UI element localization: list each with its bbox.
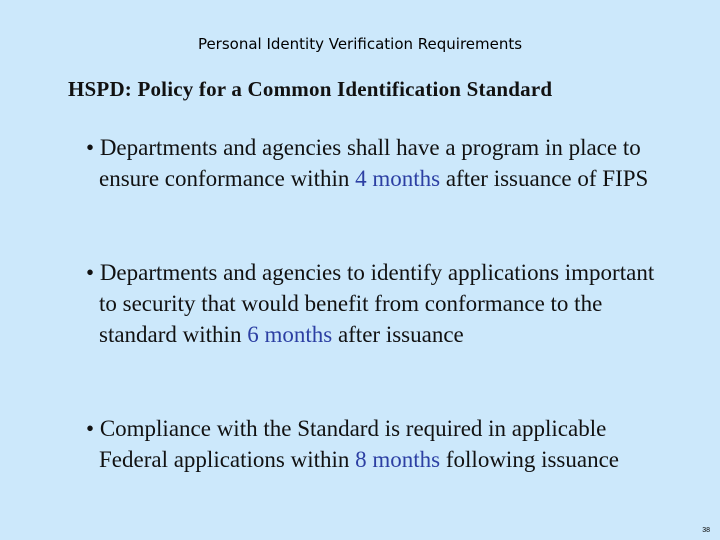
slide-title: HSPD: Policy for a Common Identification Standard <box>68 77 553 101</box>
bullet-item <box>86 413 659 475</box>
bullet-text: Departments and agencies to identify applications important to security that would benefit from conformance to the standard within <box>94 260 655 347</box>
bullet-text: Compliance with the Standard is required in applicable Federal applications within <box>94 416 607 472</box>
bullet-text-end: following issuance <box>440 447 619 472</box>
slide-header: Personal Identity Verification Requirements <box>197 35 523 53</box>
bullet-marker: • <box>86 135 95 160</box>
bullet-highlight: 6 months <box>247 322 333 347</box>
bullet-text-end: after issuance <box>332 322 464 347</box>
bullet-text: Departments and agencies shall have a program in place to ensure conformance within <box>94 135 641 191</box>
bullet-highlight: 4 months <box>355 166 441 191</box>
bullet-highlight: 8 months <box>355 447 441 472</box>
page-number: 38 <box>702 527 710 534</box>
bullet-text-end: after issuance of FIPS <box>440 166 649 191</box>
bullet-marker: • <box>86 260 95 285</box>
bullet-item <box>86 132 659 194</box>
bullet-marker: • <box>86 416 95 441</box>
bullet-item <box>86 257 659 350</box>
